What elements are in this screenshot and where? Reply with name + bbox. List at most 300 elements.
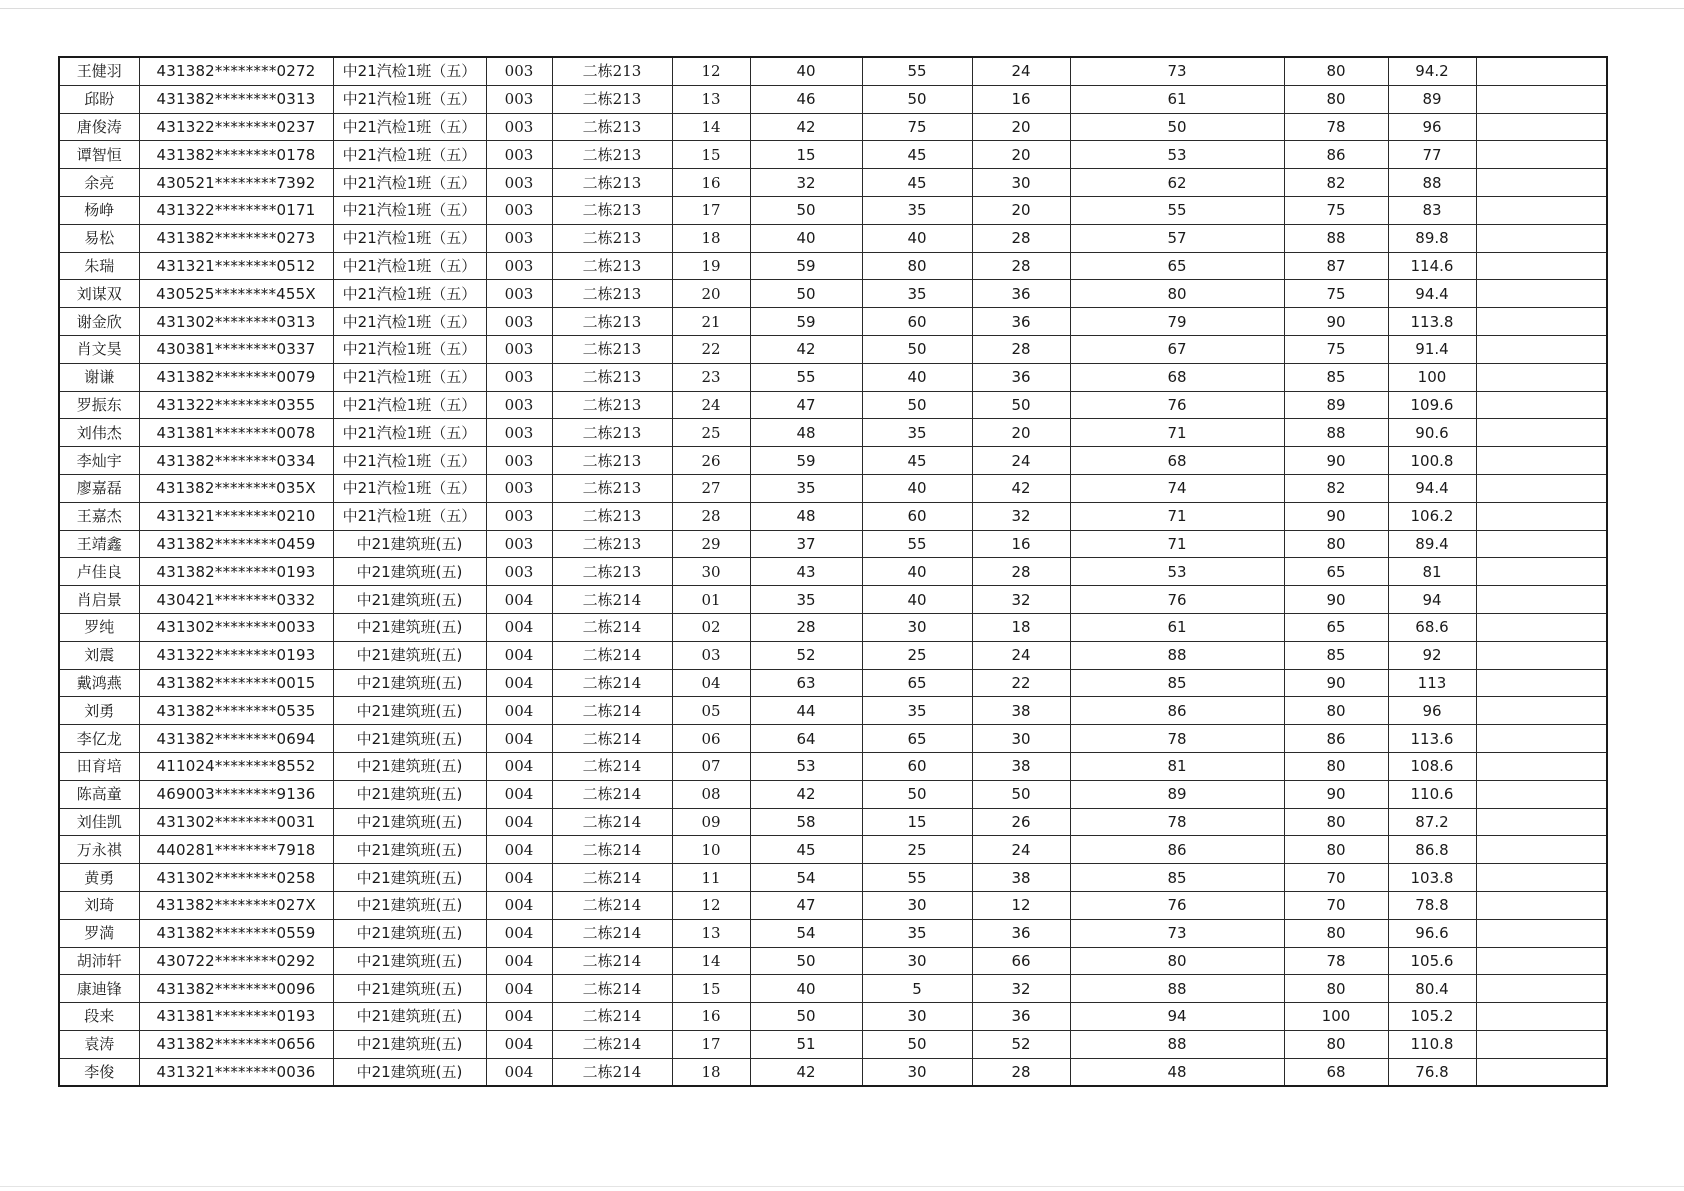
score-3-cell: 20 bbox=[972, 141, 1070, 169]
score-4-cell: 85 bbox=[1070, 669, 1284, 697]
score-1-cell: 43 bbox=[750, 558, 862, 586]
class-name-cell: 中21汽检1班（五） bbox=[333, 57, 486, 85]
exam-room-cell: 003 bbox=[486, 280, 552, 308]
score-2-cell: 25 bbox=[862, 641, 972, 669]
score-5-cell: 80 bbox=[1284, 85, 1388, 113]
class-name-cell: 中21建筑班(五) bbox=[333, 669, 486, 697]
class-name-cell: 中21汽检1班（五） bbox=[333, 113, 486, 141]
score-5-cell: 80 bbox=[1284, 919, 1388, 947]
seat-number-cell: 12 bbox=[672, 57, 750, 85]
score-3-cell: 36 bbox=[972, 1003, 1070, 1031]
score-3-cell: 38 bbox=[972, 864, 1070, 892]
score-5-cell: 75 bbox=[1284, 280, 1388, 308]
score-1-cell: 42 bbox=[750, 335, 862, 363]
score-3-cell: 12 bbox=[972, 891, 1070, 919]
score-4-cell: 73 bbox=[1070, 57, 1284, 85]
remark-cell bbox=[1476, 447, 1607, 475]
dorm-room-cell: 二栋213 bbox=[552, 391, 672, 419]
total-score-cell: 86.8 bbox=[1388, 836, 1476, 864]
table-row bbox=[59, 891, 1607, 919]
table-row bbox=[59, 1003, 1607, 1031]
score-2-cell: 50 bbox=[862, 1030, 972, 1058]
remark-cell bbox=[1476, 474, 1607, 502]
dorm-room-cell: 二栋214 bbox=[552, 641, 672, 669]
score-5-cell: 90 bbox=[1284, 502, 1388, 530]
id-number-cell: 431382********027X bbox=[139, 891, 333, 919]
id-number-cell: 431322********0355 bbox=[139, 391, 333, 419]
score-4-cell: 81 bbox=[1070, 752, 1284, 780]
dorm-room-cell: 二栋214 bbox=[552, 1058, 672, 1086]
score-5-cell: 88 bbox=[1284, 419, 1388, 447]
id-number-cell: 430525********455X bbox=[139, 280, 333, 308]
score-2-cell: 50 bbox=[862, 85, 972, 113]
class-name-cell: 中21建筑班(五) bbox=[333, 697, 486, 725]
table-row bbox=[59, 641, 1607, 669]
table-row bbox=[59, 196, 1607, 224]
score-5-cell: 90 bbox=[1284, 669, 1388, 697]
dorm-room-cell: 二栋213 bbox=[552, 335, 672, 363]
exam-room-cell: 003 bbox=[486, 474, 552, 502]
class-name-cell: 中21建筑班(五) bbox=[333, 919, 486, 947]
student-name-cell: 邱盼 bbox=[59, 85, 139, 113]
score-2-cell: 65 bbox=[862, 669, 972, 697]
student-name-cell: 谭智恒 bbox=[59, 141, 139, 169]
score-3-cell: 32 bbox=[972, 586, 1070, 614]
remark-cell bbox=[1476, 947, 1607, 975]
table-row bbox=[59, 57, 1607, 85]
class-name-cell: 中21建筑班(五) bbox=[333, 613, 486, 641]
total-score-cell: 100.8 bbox=[1388, 447, 1476, 475]
dorm-room-cell: 二栋213 bbox=[552, 169, 672, 197]
id-number-cell: 431382********0178 bbox=[139, 141, 333, 169]
score-2-cell: 80 bbox=[862, 252, 972, 280]
score-3-cell: 38 bbox=[972, 697, 1070, 725]
class-name-cell: 中21汽检1班（五） bbox=[333, 419, 486, 447]
total-score-cell: 108.6 bbox=[1388, 752, 1476, 780]
score-3-cell: 16 bbox=[972, 530, 1070, 558]
score-4-cell: 68 bbox=[1070, 363, 1284, 391]
id-number-cell: 431381********0193 bbox=[139, 1003, 333, 1031]
score-4-cell: 65 bbox=[1070, 252, 1284, 280]
exam-room-cell: 004 bbox=[486, 864, 552, 892]
score-4-cell: 80 bbox=[1070, 947, 1284, 975]
student-name-cell: 刘谋双 bbox=[59, 280, 139, 308]
id-number-cell: 431322********0193 bbox=[139, 641, 333, 669]
score-2-cell: 50 bbox=[862, 391, 972, 419]
remark-cell bbox=[1476, 141, 1607, 169]
student-name-cell: 卢佳良 bbox=[59, 558, 139, 586]
dorm-room-cell: 二栋213 bbox=[552, 280, 672, 308]
seat-number-cell: 11 bbox=[672, 864, 750, 892]
class-name-cell: 中21汽检1班（五） bbox=[333, 363, 486, 391]
score-5-cell: 100 bbox=[1284, 1003, 1388, 1031]
seat-number-cell: 18 bbox=[672, 1058, 750, 1086]
total-score-cell: 78.8 bbox=[1388, 891, 1476, 919]
class-name-cell: 中21汽检1班（五） bbox=[333, 474, 486, 502]
score-5-cell: 86 bbox=[1284, 725, 1388, 753]
student-name-cell: 袁涛 bbox=[59, 1030, 139, 1058]
seat-number-cell: 08 bbox=[672, 780, 750, 808]
dorm-room-cell: 二栋214 bbox=[552, 613, 672, 641]
score-5-cell: 90 bbox=[1284, 447, 1388, 475]
score-3-cell: 28 bbox=[972, 335, 1070, 363]
remark-cell bbox=[1476, 57, 1607, 85]
table-row bbox=[59, 335, 1607, 363]
dorm-room-cell: 二栋213 bbox=[552, 308, 672, 336]
class-name-cell: 中21汽检1班（五） bbox=[333, 196, 486, 224]
seat-number-cell: 22 bbox=[672, 335, 750, 363]
score-3-cell: 24 bbox=[972, 641, 1070, 669]
score-2-cell: 60 bbox=[862, 752, 972, 780]
id-number-cell: 431382********0559 bbox=[139, 919, 333, 947]
score-4-cell: 57 bbox=[1070, 224, 1284, 252]
score-5-cell: 80 bbox=[1284, 530, 1388, 558]
score-1-cell: 63 bbox=[750, 669, 862, 697]
score-3-cell: 36 bbox=[972, 308, 1070, 336]
score-2-cell: 65 bbox=[862, 725, 972, 753]
score-2-cell: 15 bbox=[862, 808, 972, 836]
score-4-cell: 80 bbox=[1070, 280, 1284, 308]
score-2-cell: 50 bbox=[862, 780, 972, 808]
student-name-cell: 肖文昊 bbox=[59, 335, 139, 363]
seat-number-cell: 20 bbox=[672, 280, 750, 308]
score-4-cell: 89 bbox=[1070, 780, 1284, 808]
score-5-cell: 78 bbox=[1284, 947, 1388, 975]
score-3-cell: 28 bbox=[972, 1058, 1070, 1086]
class-name-cell: 中21建筑班(五) bbox=[333, 641, 486, 669]
score-1-cell: 45 bbox=[750, 836, 862, 864]
class-name-cell: 中21汽检1班（五） bbox=[333, 85, 486, 113]
class-name-cell: 中21汽检1班（五） bbox=[333, 141, 486, 169]
class-name-cell: 中21建筑班(五) bbox=[333, 725, 486, 753]
score-2-cell: 55 bbox=[862, 57, 972, 85]
id-number-cell: 431382********0079 bbox=[139, 363, 333, 391]
exam-room-cell: 004 bbox=[486, 1003, 552, 1031]
score-1-cell: 40 bbox=[750, 57, 862, 85]
score-3-cell: 32 bbox=[972, 502, 1070, 530]
table-row bbox=[59, 669, 1607, 697]
table-row bbox=[59, 752, 1607, 780]
class-name-cell: 中21汽检1班（五） bbox=[333, 502, 486, 530]
seat-number-cell: 10 bbox=[672, 836, 750, 864]
score-5-cell: 80 bbox=[1284, 752, 1388, 780]
score-4-cell: 67 bbox=[1070, 335, 1284, 363]
table-row bbox=[59, 419, 1607, 447]
score-3-cell: 24 bbox=[972, 57, 1070, 85]
id-number-cell: 431382********0656 bbox=[139, 1030, 333, 1058]
score-4-cell: 55 bbox=[1070, 196, 1284, 224]
id-number-cell: 431382********0313 bbox=[139, 85, 333, 113]
id-number-cell: 430722********0292 bbox=[139, 947, 333, 975]
score-3-cell: 28 bbox=[972, 558, 1070, 586]
student-name-cell: 谢金欣 bbox=[59, 308, 139, 336]
score-5-cell: 65 bbox=[1284, 558, 1388, 586]
table-row bbox=[59, 1030, 1607, 1058]
class-name-cell: 中21建筑班(五) bbox=[333, 1058, 486, 1086]
student-name-cell: 李亿龙 bbox=[59, 725, 139, 753]
class-name-cell: 中21建筑班(五) bbox=[333, 780, 486, 808]
score-4-cell: 61 bbox=[1070, 613, 1284, 641]
remark-cell bbox=[1476, 1030, 1607, 1058]
table-row bbox=[59, 975, 1607, 1003]
score-1-cell: 47 bbox=[750, 391, 862, 419]
table-row bbox=[59, 808, 1607, 836]
class-name-cell: 中21汽检1班（五） bbox=[333, 308, 486, 336]
total-score-cell: 96.6 bbox=[1388, 919, 1476, 947]
score-2-cell: 30 bbox=[862, 613, 972, 641]
score-1-cell: 50 bbox=[750, 196, 862, 224]
seat-number-cell: 19 bbox=[672, 252, 750, 280]
total-score-cell: 88 bbox=[1388, 169, 1476, 197]
seat-number-cell: 23 bbox=[672, 363, 750, 391]
remark-cell bbox=[1476, 752, 1607, 780]
exam-room-cell: 003 bbox=[486, 85, 552, 113]
class-name-cell: 中21建筑班(五) bbox=[333, 1030, 486, 1058]
seat-number-cell: 18 bbox=[672, 224, 750, 252]
remark-cell bbox=[1476, 419, 1607, 447]
score-4-cell: 88 bbox=[1070, 975, 1284, 1003]
total-score-cell: 100 bbox=[1388, 363, 1476, 391]
class-name-cell: 中21建筑班(五) bbox=[333, 808, 486, 836]
score-3-cell: 24 bbox=[972, 836, 1070, 864]
score-4-cell: 76 bbox=[1070, 391, 1284, 419]
seat-number-cell: 16 bbox=[672, 169, 750, 197]
seat-number-cell: 27 bbox=[672, 474, 750, 502]
dorm-room-cell: 二栋213 bbox=[552, 502, 672, 530]
score-1-cell: 48 bbox=[750, 419, 862, 447]
table-row bbox=[59, 169, 1607, 197]
total-score-cell: 96 bbox=[1388, 113, 1476, 141]
score-2-cell: 35 bbox=[862, 196, 972, 224]
student-name-cell: 王靖鑫 bbox=[59, 530, 139, 558]
table-row bbox=[59, 558, 1607, 586]
dorm-room-cell: 二栋214 bbox=[552, 780, 672, 808]
table-row bbox=[59, 1058, 1607, 1086]
table-row bbox=[59, 252, 1607, 280]
remark-cell bbox=[1476, 391, 1607, 419]
score-1-cell: 59 bbox=[750, 447, 862, 475]
class-name-cell: 中21建筑班(五) bbox=[333, 752, 486, 780]
score-4-cell: 86 bbox=[1070, 697, 1284, 725]
remark-cell bbox=[1476, 725, 1607, 753]
dorm-room-cell: 二栋213 bbox=[552, 530, 672, 558]
seat-number-cell: 12 bbox=[672, 891, 750, 919]
score-4-cell: 88 bbox=[1070, 641, 1284, 669]
score-4-cell: 79 bbox=[1070, 308, 1284, 336]
exam-room-cell: 004 bbox=[486, 641, 552, 669]
table-row bbox=[59, 780, 1607, 808]
dorm-room-cell: 二栋213 bbox=[552, 141, 672, 169]
score-5-cell: 85 bbox=[1284, 641, 1388, 669]
total-score-cell: 96 bbox=[1388, 697, 1476, 725]
score-3-cell: 22 bbox=[972, 669, 1070, 697]
student-name-cell: 刘勇 bbox=[59, 697, 139, 725]
total-score-cell: 81 bbox=[1388, 558, 1476, 586]
score-1-cell: 42 bbox=[750, 113, 862, 141]
remark-cell bbox=[1476, 1003, 1607, 1031]
table-row bbox=[59, 391, 1607, 419]
class-name-cell: 中21建筑班(五) bbox=[333, 836, 486, 864]
remark-cell bbox=[1476, 975, 1607, 1003]
total-score-cell: 114.6 bbox=[1388, 252, 1476, 280]
score-5-cell: 80 bbox=[1284, 836, 1388, 864]
id-number-cell: 431382********0535 bbox=[139, 697, 333, 725]
dorm-room-cell: 二栋213 bbox=[552, 196, 672, 224]
exam-room-cell: 004 bbox=[486, 725, 552, 753]
exam-room-cell: 004 bbox=[486, 697, 552, 725]
seat-number-cell: 16 bbox=[672, 1003, 750, 1031]
score-2-cell: 30 bbox=[862, 1058, 972, 1086]
student-name-cell: 廖嘉磊 bbox=[59, 474, 139, 502]
table-row bbox=[59, 864, 1607, 892]
seat-number-cell: 13 bbox=[672, 85, 750, 113]
score-5-cell: 82 bbox=[1284, 474, 1388, 502]
exam-room-cell: 003 bbox=[486, 530, 552, 558]
student-name-cell: 杨峥 bbox=[59, 196, 139, 224]
remark-cell bbox=[1476, 113, 1607, 141]
score-4-cell: 76 bbox=[1070, 586, 1284, 614]
score-1-cell: 59 bbox=[750, 252, 862, 280]
score-1-cell: 50 bbox=[750, 280, 862, 308]
score-2-cell: 75 bbox=[862, 113, 972, 141]
score-2-cell: 40 bbox=[862, 558, 972, 586]
score-5-cell: 80 bbox=[1284, 975, 1388, 1003]
score-1-cell: 50 bbox=[750, 947, 862, 975]
id-number-cell: 431322********0171 bbox=[139, 196, 333, 224]
id-number-cell: 431382********0694 bbox=[139, 725, 333, 753]
score-2-cell: 45 bbox=[862, 447, 972, 475]
seat-number-cell: 21 bbox=[672, 308, 750, 336]
exam-room-cell: 004 bbox=[486, 780, 552, 808]
seat-number-cell: 05 bbox=[672, 697, 750, 725]
score-5-cell: 88 bbox=[1284, 224, 1388, 252]
score-3-cell: 66 bbox=[972, 947, 1070, 975]
score-4-cell: 50 bbox=[1070, 113, 1284, 141]
id-number-cell: 431382********0273 bbox=[139, 224, 333, 252]
student-name-cell: 刘震 bbox=[59, 641, 139, 669]
id-number-cell: 431321********0210 bbox=[139, 502, 333, 530]
seat-number-cell: 17 bbox=[672, 196, 750, 224]
score-3-cell: 36 bbox=[972, 280, 1070, 308]
score-4-cell: 86 bbox=[1070, 836, 1284, 864]
exam-room-cell: 003 bbox=[486, 224, 552, 252]
score-3-cell: 52 bbox=[972, 1030, 1070, 1058]
exam-room-cell: 004 bbox=[486, 1058, 552, 1086]
remark-cell bbox=[1476, 169, 1607, 197]
exam-room-cell: 004 bbox=[486, 975, 552, 1003]
score-5-cell: 90 bbox=[1284, 308, 1388, 336]
id-number-cell: 431382********0193 bbox=[139, 558, 333, 586]
score-2-cell: 40 bbox=[862, 224, 972, 252]
score-3-cell: 36 bbox=[972, 363, 1070, 391]
score-2-cell: 60 bbox=[862, 502, 972, 530]
table-row bbox=[59, 308, 1607, 336]
remark-cell bbox=[1476, 613, 1607, 641]
seat-number-cell: 03 bbox=[672, 641, 750, 669]
student-name-cell: 田育培 bbox=[59, 752, 139, 780]
score-1-cell: 35 bbox=[750, 474, 862, 502]
total-score-cell: 109.6 bbox=[1388, 391, 1476, 419]
class-name-cell: 中21汽检1班（五） bbox=[333, 224, 486, 252]
class-name-cell: 中21建筑班(五) bbox=[333, 864, 486, 892]
total-score-cell: 89 bbox=[1388, 85, 1476, 113]
score-2-cell: 30 bbox=[862, 947, 972, 975]
score-4-cell: 68 bbox=[1070, 447, 1284, 475]
score-1-cell: 55 bbox=[750, 363, 862, 391]
student-name-cell: 陈高童 bbox=[59, 780, 139, 808]
score-1-cell: 64 bbox=[750, 725, 862, 753]
student-name-cell: 罗振东 bbox=[59, 391, 139, 419]
score-4-cell: 53 bbox=[1070, 141, 1284, 169]
total-score-cell: 68.6 bbox=[1388, 613, 1476, 641]
score-2-cell: 35 bbox=[862, 419, 972, 447]
total-score-cell: 105.2 bbox=[1388, 1003, 1476, 1031]
exam-room-cell: 004 bbox=[486, 836, 552, 864]
dorm-room-cell: 二栋214 bbox=[552, 725, 672, 753]
total-score-cell: 113.8 bbox=[1388, 308, 1476, 336]
seat-number-cell: 29 bbox=[672, 530, 750, 558]
score-3-cell: 30 bbox=[972, 725, 1070, 753]
score-2-cell: 45 bbox=[862, 169, 972, 197]
remark-cell bbox=[1476, 1058, 1607, 1086]
dorm-room-cell: 二栋213 bbox=[552, 419, 672, 447]
score-2-cell: 55 bbox=[862, 864, 972, 892]
student-name-cell: 罗満 bbox=[59, 919, 139, 947]
score-5-cell: 65 bbox=[1284, 613, 1388, 641]
exam-room-cell: 004 bbox=[486, 669, 552, 697]
exam-room-cell: 004 bbox=[486, 1030, 552, 1058]
total-score-cell: 110.8 bbox=[1388, 1030, 1476, 1058]
score-1-cell: 51 bbox=[750, 1030, 862, 1058]
exam-room-cell: 004 bbox=[486, 808, 552, 836]
dorm-room-cell: 二栋214 bbox=[552, 864, 672, 892]
table-row bbox=[59, 85, 1607, 113]
remark-cell bbox=[1476, 196, 1607, 224]
student-name-cell: 谢谦 bbox=[59, 363, 139, 391]
table-row bbox=[59, 363, 1607, 391]
score-3-cell: 50 bbox=[972, 391, 1070, 419]
class-name-cell: 中21建筑班(五) bbox=[333, 530, 486, 558]
total-score-cell: 76.8 bbox=[1388, 1058, 1476, 1086]
dorm-room-cell: 二栋214 bbox=[552, 697, 672, 725]
seat-number-cell: 30 bbox=[672, 558, 750, 586]
total-score-cell: 80.4 bbox=[1388, 975, 1476, 1003]
remark-cell bbox=[1476, 808, 1607, 836]
score-4-cell: 53 bbox=[1070, 558, 1284, 586]
table-row bbox=[59, 530, 1607, 558]
remark-cell bbox=[1476, 280, 1607, 308]
class-name-cell: 中21汽检1班（五） bbox=[333, 280, 486, 308]
score-4-cell: 78 bbox=[1070, 808, 1284, 836]
class-name-cell: 中21汽检1班（五） bbox=[333, 391, 486, 419]
dorm-room-cell: 二栋213 bbox=[552, 558, 672, 586]
remark-cell bbox=[1476, 891, 1607, 919]
score-4-cell: 78 bbox=[1070, 725, 1284, 753]
score-5-cell: 80 bbox=[1284, 1030, 1388, 1058]
score-5-cell: 78 bbox=[1284, 113, 1388, 141]
score-5-cell: 90 bbox=[1284, 586, 1388, 614]
score-2-cell: 30 bbox=[862, 1003, 972, 1031]
student-name-cell: 王健羽 bbox=[59, 57, 139, 85]
score-1-cell: 37 bbox=[750, 530, 862, 558]
table-row bbox=[59, 613, 1607, 641]
score-4-cell: 76 bbox=[1070, 891, 1284, 919]
class-name-cell: 中21汽检1班（五） bbox=[333, 169, 486, 197]
dorm-room-cell: 二栋213 bbox=[552, 57, 672, 85]
score-1-cell: 53 bbox=[750, 752, 862, 780]
student-name-cell: 朱瑞 bbox=[59, 252, 139, 280]
table-row bbox=[59, 919, 1607, 947]
